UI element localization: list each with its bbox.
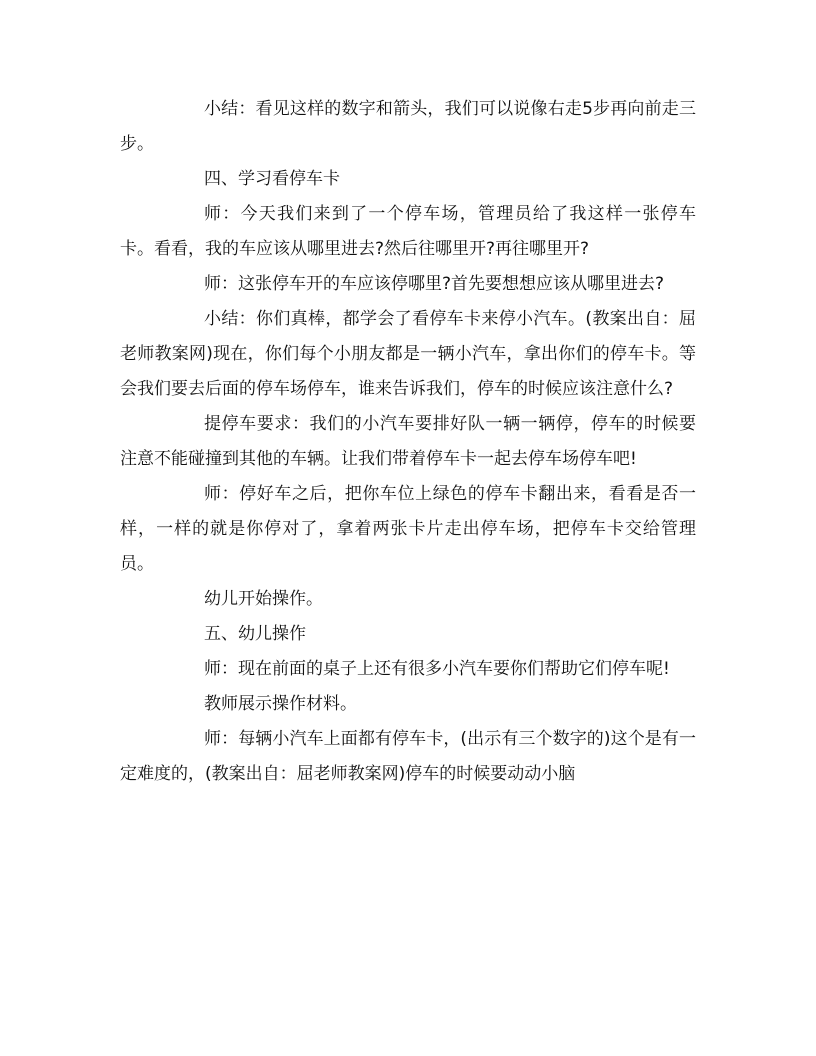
- paragraph-teacher-shows-materials: 教师展示操作材料。: [204, 694, 357, 714]
- paragraph-summary-arrows: 小结：看见这样的数字和箭头，我们可以说像右走5步再向前走三步。: [120, 99, 696, 154]
- paragraph-children-start: 幼儿开始操作。: [204, 589, 323, 609]
- paragraph-teacher-parking-lot: 师：今天我们来到了一个停车场，管理员给了我这样一张停车卡。看看，我的车应该从哪里进去?然后往哪里开?再往哪里开?: [120, 204, 696, 259]
- paragraph-teacher-after-parking: 师：停好车之后，把你车位上绿色的停车卡翻出来，看看是否一样，一样的就是你停对了，拿着两张卡片走出停车场，把停车卡交给管理员。: [120, 484, 696, 574]
- paragraph-teacher-three-digits: 师：每辆小汽车上面都有停车卡，(出示有三个数字的)这个是有一定难度的，(教案出自：屈老师教案网)停车的时候要动动小脑: [120, 729, 696, 784]
- paragraph-teacher-more-cars: 师：现在前面的桌子上还有很多小汽车要你们帮助它们停车呢!: [204, 659, 670, 679]
- paragraph-summary-praise: 小结：你们真棒，都学会了看停车卡来停小汽车。(教案出自：屈老师教案网)现在，你们每个小朋友都是一辆小汽车，拿出你们的停车卡。等会我们要去后面的停车场停车，谁来告诉我们，停车的时候应该注意什么?: [120, 309, 696, 399]
- paragraph-teacher-where-park: 师：这张停车开的车应该停哪里?首先要想想应该从哪里进去?: [204, 274, 665, 294]
- section-heading-children-operate: 五、幼儿操作: [204, 624, 306, 644]
- paragraph-parking-requirements: 提停车要求：我们的小汽车要排好队一辆一辆停，停车的时候要注意不能碰撞到其他的车辆。让我们带着停车卡一起去停车场停车吧!: [120, 414, 696, 469]
- document-body: [120, 92, 696, 792]
- section-heading-parking-card: 四、学习看停车卡: [204, 169, 340, 189]
